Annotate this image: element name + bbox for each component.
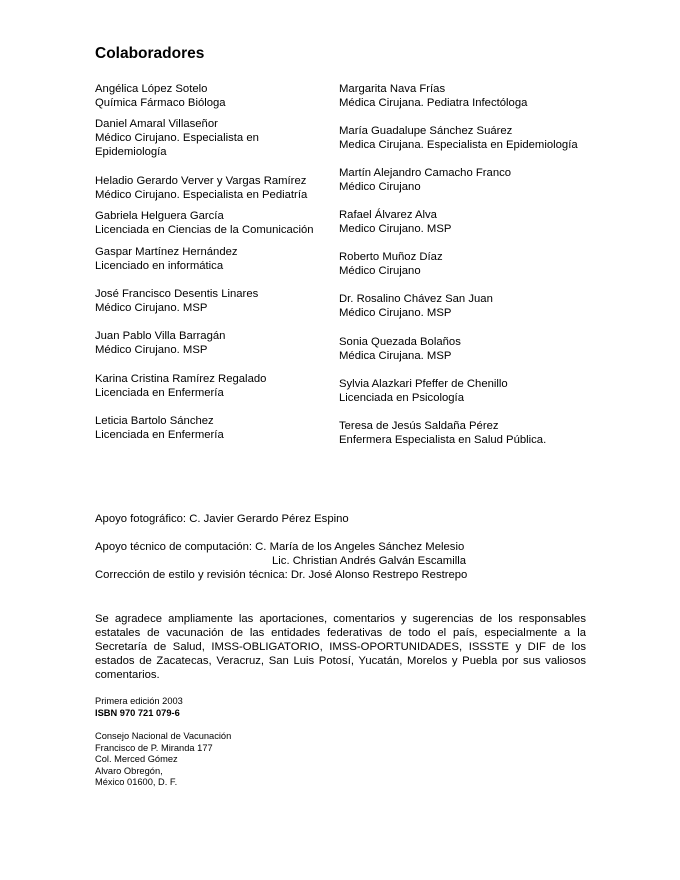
collaborator-entry bbox=[339, 335, 461, 363]
collaborator-entry bbox=[95, 372, 266, 400]
collaborator-role: Química Fármaco Bióloga bbox=[95, 97, 226, 109]
collaborator-entry bbox=[95, 209, 314, 237]
collaborator-role: Médico Cirujano. MSP bbox=[95, 302, 208, 314]
collaborator-role: Médica Cirujana. MSP bbox=[339, 350, 452, 362]
collaborator-role: Médico Cirujano bbox=[339, 181, 421, 193]
address-block bbox=[95, 731, 231, 789]
collaborator-entry bbox=[95, 287, 258, 315]
collaborator-role: Licenciada en Psicología bbox=[339, 392, 464, 404]
style-credit: Corrección de estilo y revisión técnica: Dr. José Alonso Restrepo Restrepo bbox=[95, 569, 468, 581]
collaborator-entry bbox=[95, 245, 238, 273]
address-line: Col. Merced Gómez bbox=[95, 754, 178, 764]
address-line: Francisco de P. Miranda 177 bbox=[95, 742, 213, 753]
collaborator-entry bbox=[95, 174, 307, 202]
acknowledgements-paragraph: Se agradece ampliamente las aportaciones, comentarios y sugerencias de los responsables estatales de vacunación de las entidades federativas de todo el país, especialmente a la Secretaría de Salud, IMSS-OBLIGATORIO, IMSS-OPORTUNIDADES, ISSSTE y DIF de los estados de Zacatecas, Veracruz, San Luis Potosí, Yucatán, Morelos y Puebla por sus valiosos comentarios. bbox=[95, 613, 586, 681]
collaborator-name: Sylvia Alazkari Pfeffer de Chenillo bbox=[339, 378, 508, 390]
edition-line: Primera edición 2003 bbox=[95, 696, 183, 706]
collaborator-name: Martín Alejandro Camacho Franco bbox=[339, 167, 512, 179]
collaborator-role: Licenciada en Enfermería bbox=[95, 387, 224, 399]
tech-credit-continued: Lic. Christian Andrés Galván Escamilla bbox=[272, 555, 467, 567]
collaborator-role: Epidemiología bbox=[95, 146, 167, 158]
collaborator-role: Enfermera Especialista en Salud Pública. bbox=[339, 434, 547, 446]
collaborator-name: Juan Pablo Villa Barragán bbox=[95, 330, 226, 342]
collaborator-name: Leticia Bartolo Sánchez bbox=[95, 415, 214, 427]
collaborator-role: Médico Cirujano. Especialista en bbox=[95, 132, 259, 144]
collaborator-entry bbox=[339, 82, 527, 110]
collaborator-role: Médico Cirujano. MSP bbox=[339, 307, 452, 319]
collaborator-entry bbox=[339, 419, 546, 447]
collaborator-name: Roberto Muñoz Díaz bbox=[339, 251, 443, 263]
collaborator-role: Licenciada en Enfermería bbox=[95, 429, 224, 441]
collaborator-name: Rafael Álvarez Alva bbox=[339, 209, 437, 221]
collaborator-name: Gabriela Helguera García bbox=[95, 210, 224, 222]
collaborator-entry bbox=[339, 292, 493, 320]
address-line: Alvaro Obregón, bbox=[95, 765, 163, 776]
collaborator-name: Karina Cristina Ramírez Regalado bbox=[95, 373, 267, 385]
collaborator-entry bbox=[95, 329, 225, 357]
collaborator-entry bbox=[95, 414, 224, 442]
page-title: Colaboradores bbox=[95, 45, 205, 62]
collaborator-name: Margarita Nava Frías bbox=[339, 83, 446, 95]
collaborator-entry bbox=[95, 117, 259, 159]
collaborator-role: Licenciada en Ciencias de la Comunicación bbox=[95, 224, 314, 236]
collaborator-name: Sonia Quezada Bolaños bbox=[339, 336, 461, 348]
collaborator-entry bbox=[339, 250, 443, 278]
collaborator-entry bbox=[339, 208, 451, 236]
collaborator-name: Heladio Gerardo Verver y Vargas Ramírez bbox=[95, 175, 307, 187]
collaborator-name: Gaspar Martínez Hernández bbox=[95, 246, 238, 258]
tech-credit: Apoyo técnico de computación: C. María de los Angeles Sánchez Melesio bbox=[95, 541, 465, 553]
collaborator-role: Médico Cirujano bbox=[339, 265, 421, 277]
collaborator-role: Médico Cirujano. MSP bbox=[95, 344, 208, 356]
collaborator-name: María Guadalupe Sánchez Suárez bbox=[339, 125, 513, 137]
collaborator-entry bbox=[95, 82, 226, 110]
collaborator-role: Licenciado en informática bbox=[95, 260, 224, 272]
isbn-line: ISBN 970 721 079-6 bbox=[95, 707, 180, 718]
collaborator-name: Angélica López Sotelo bbox=[95, 83, 208, 95]
collaborator-role: Médico Cirujano. Especialista en Pediatría bbox=[95, 189, 308, 201]
collaborator-name: Teresa de Jesús Saldaña Pérez bbox=[339, 420, 499, 432]
address-line: Consejo Nacional de Vacunación bbox=[95, 731, 232, 741]
photo-credit: Apoyo fotográfico: C. Javier Gerardo Pérez Espino bbox=[95, 513, 349, 525]
collaborator-name: Daniel Amaral Villaseñor bbox=[95, 118, 218, 130]
collaborator-name: José Francisco Desentis Linares bbox=[95, 288, 259, 300]
collaborator-role: Medico Cirujano. MSP bbox=[339, 223, 452, 235]
collaborator-entry bbox=[339, 377, 508, 405]
address-line: México 01600, D. F. bbox=[95, 777, 178, 787]
collaborator-role: Médica Cirujana. Pediatra Infectóloga bbox=[339, 97, 528, 109]
collaborator-role: Medica Cirujana. Especialista en Epidemiología bbox=[339, 139, 578, 151]
collaborator-entry bbox=[339, 124, 578, 152]
collaborator-entry bbox=[339, 166, 511, 194]
collaborator-name: Dr. Rosalino Chávez San Juan bbox=[339, 293, 493, 305]
